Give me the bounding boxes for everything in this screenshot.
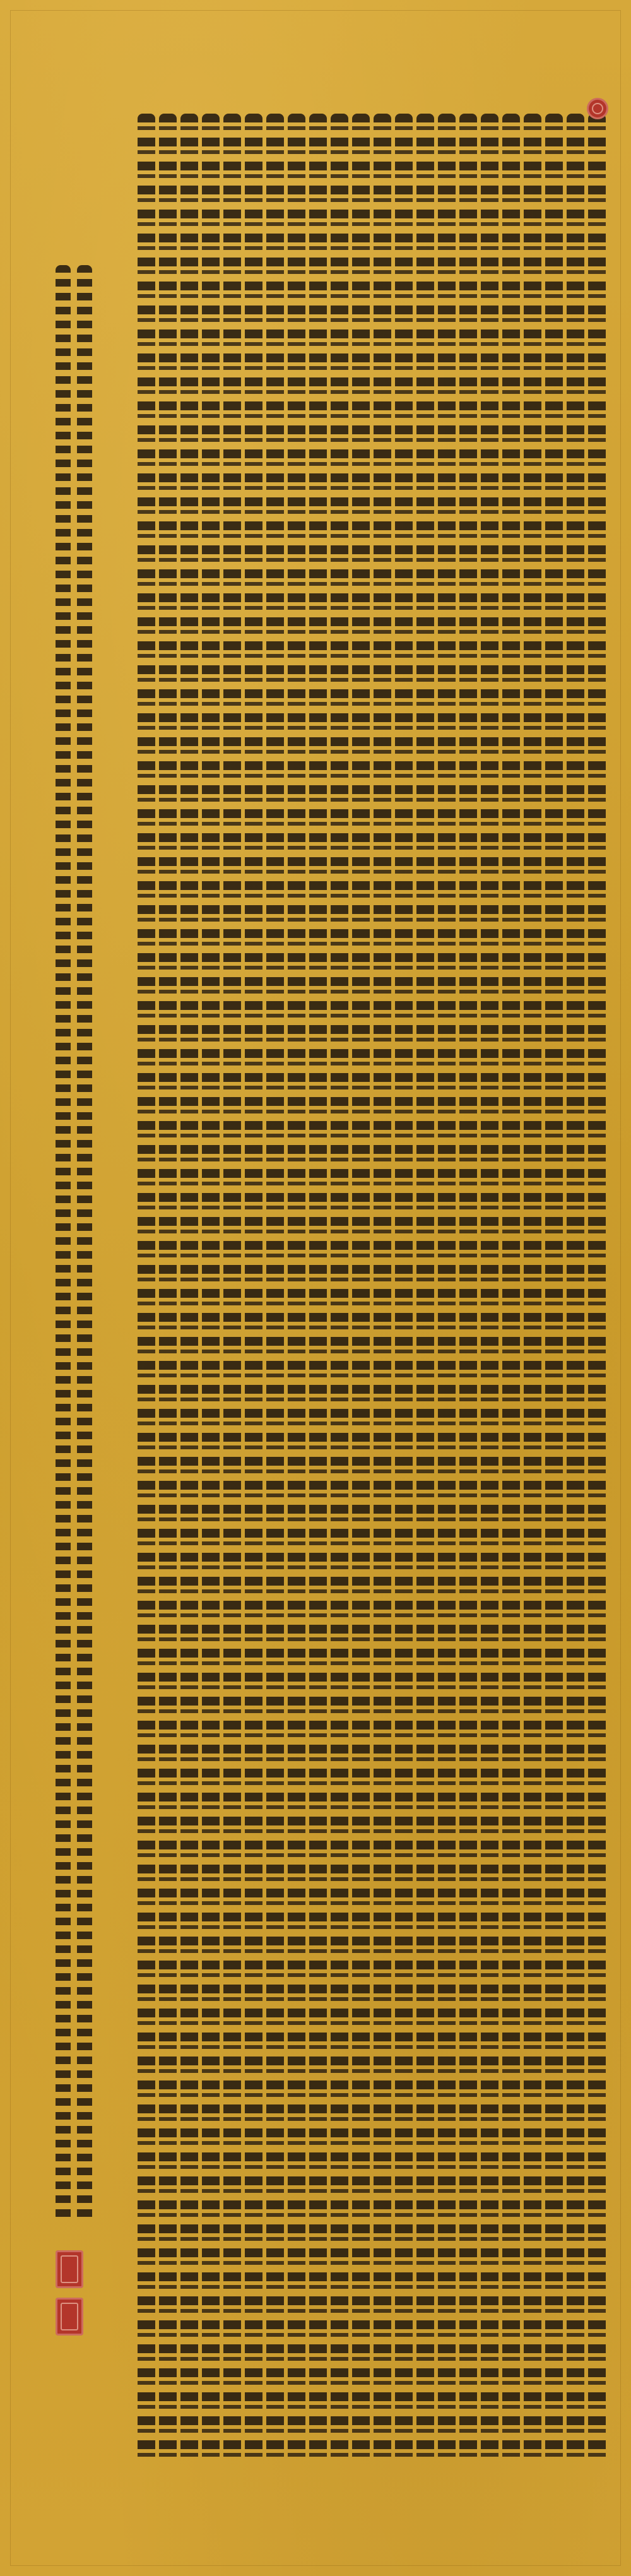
text-column bbox=[374, 114, 391, 2462]
text-column bbox=[395, 114, 413, 2462]
text-column bbox=[159, 114, 177, 2462]
main-calligraphy-text bbox=[38, 114, 606, 2462]
text-column bbox=[266, 114, 284, 2462]
text-column bbox=[438, 114, 456, 2462]
colophon bbox=[56, 265, 96, 2222]
text-column bbox=[202, 114, 220, 2462]
text-column bbox=[331, 114, 348, 2462]
text-column bbox=[288, 114, 305, 2462]
text-column bbox=[588, 114, 606, 2462]
text-column bbox=[180, 114, 198, 2462]
text-column bbox=[524, 114, 541, 2462]
bottom-left-seal-2 bbox=[56, 2298, 83, 2336]
text-column bbox=[545, 114, 563, 2462]
text-column bbox=[502, 114, 520, 2462]
text-column bbox=[138, 114, 155, 2462]
bottom-left-seal bbox=[56, 2250, 83, 2288]
text-column bbox=[567, 114, 584, 2462]
text-column bbox=[459, 114, 477, 2462]
colophon-column bbox=[77, 265, 92, 2222]
text-column bbox=[352, 114, 370, 2462]
text-column bbox=[223, 114, 241, 2462]
text-column bbox=[481, 114, 498, 2462]
text-column bbox=[245, 114, 262, 2462]
top-right-seal bbox=[587, 98, 608, 119]
text-column bbox=[309, 114, 327, 2462]
colophon-column bbox=[56, 265, 71, 2222]
text-column bbox=[416, 114, 434, 2462]
